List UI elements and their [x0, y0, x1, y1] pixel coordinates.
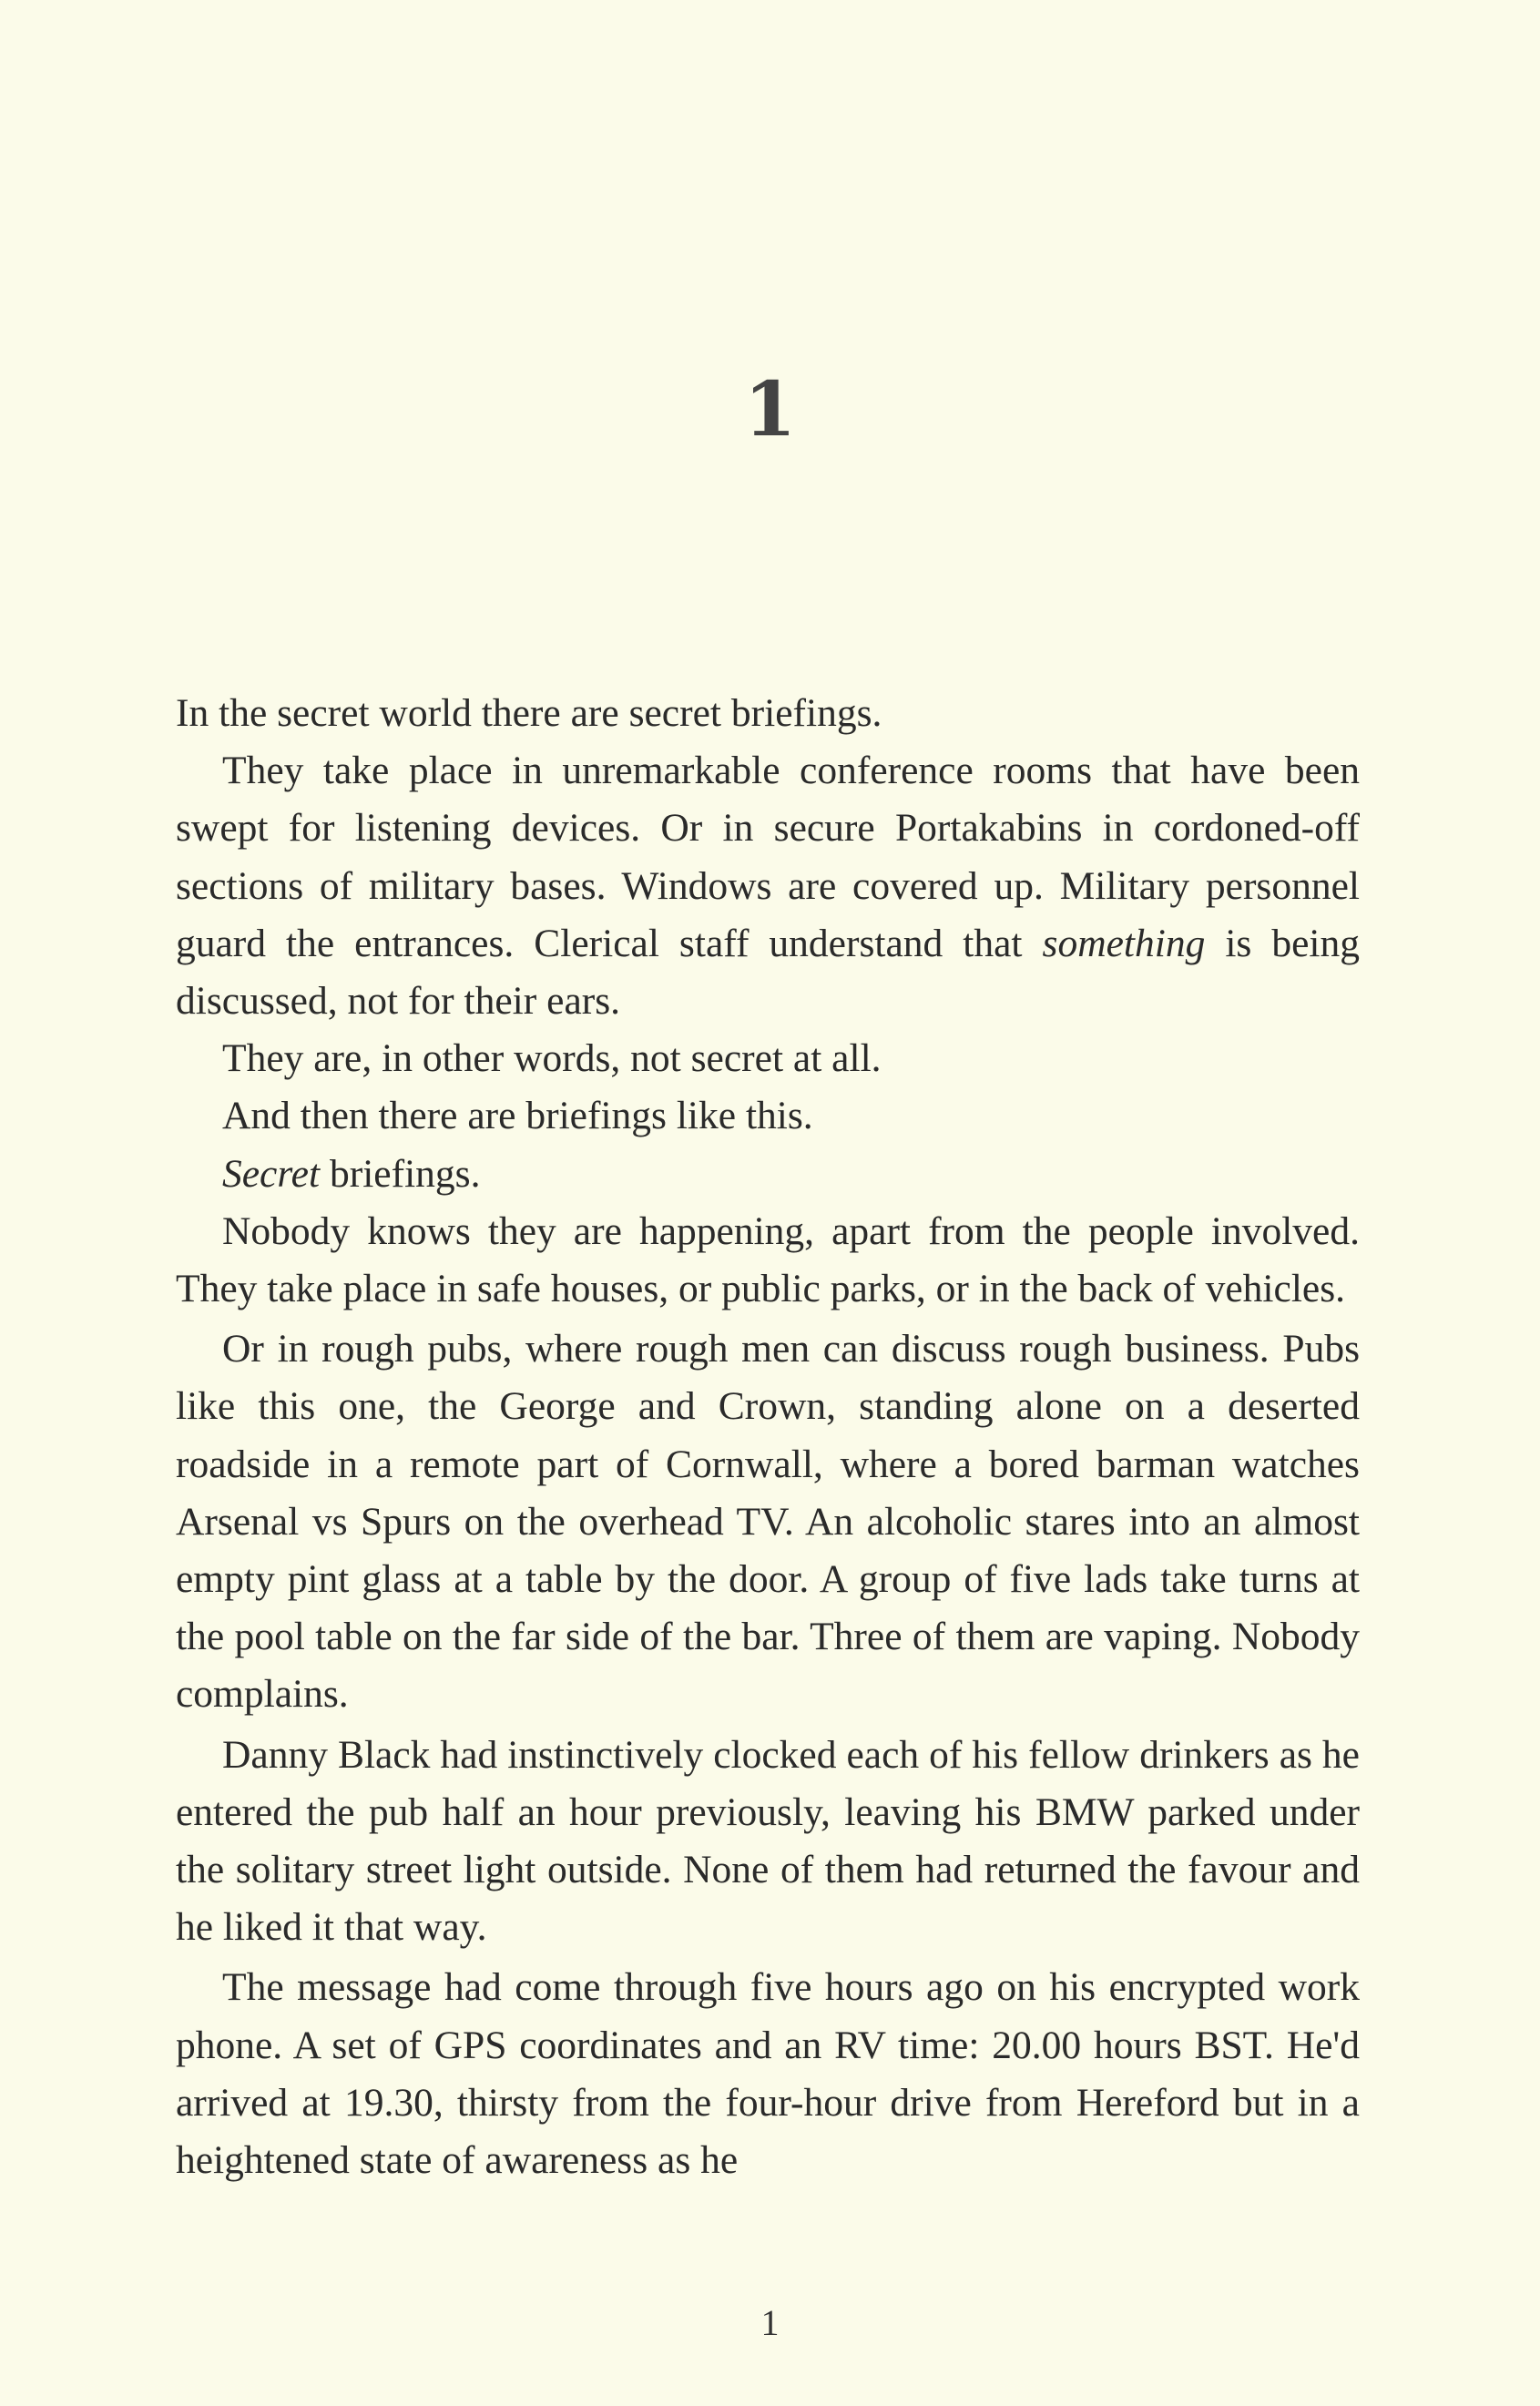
paragraph: And then there are briefings like this. [222, 1094, 813, 1138]
emphasis-something: something [1042, 921, 1206, 965]
page-number: 1 [760, 2302, 780, 2343]
paragraph: They are, in other words, not secret at all. [222, 1036, 882, 1081]
paragraph: Nobody knows they are happening, apart from the people involved. They take place in safe houses, or public parks, or in the back of vehicles. [176, 1208, 1360, 1311]
paragraph: Secret briefings. [222, 1151, 481, 1196]
paragraph: They take place in unremarkable conference rooms that have been swept for listening devices. Or in secure Portakabins in cordoned-off sections of military bases. Windows are covered up. Military personnel guard the entrances. Clerical staff understand that something is being discussed, not for their ears. [176, 749, 1360, 1024]
body-text [176, 685, 1360, 2189]
paragraph: In the secret world there are secret briefings. [176, 691, 882, 735]
chapter-number: 1 [743, 366, 797, 454]
emphasis-secret: Secret [222, 1151, 321, 1196]
paragraph: The message had come through five hours ago on his encrypted work phone. A set of GPS coordinates and an RV time: 20.00 hours BST. He'd arrived at 19.30, thirsty from the four-hour drive from Hereford but in a heightened state of awareness as he [176, 1965, 1360, 2183]
paragraph: Danny Black had instinctively clocked each of his fellow drinkers as he entered the pub half an hour previously, leaving his BMW parked under the solitary street light outside. None of them had returned the favour and he liked it that way. [176, 1732, 1360, 1950]
paragraph: Or in rough pubs, where rough men can discuss rough business. Pubs like this one, the George and Crown, standing alone on a deserted roadside in a remote part of Cornwall, where a bored barman watches Arsenal vs Spurs on the overhead TV. An alcoholic stares into an almost empty pint glass at a table by the door. A group of five lads take turns at the pool table on the far side of the bar. Three of them are vaping. Nobody complains. [176, 1327, 1360, 1717]
